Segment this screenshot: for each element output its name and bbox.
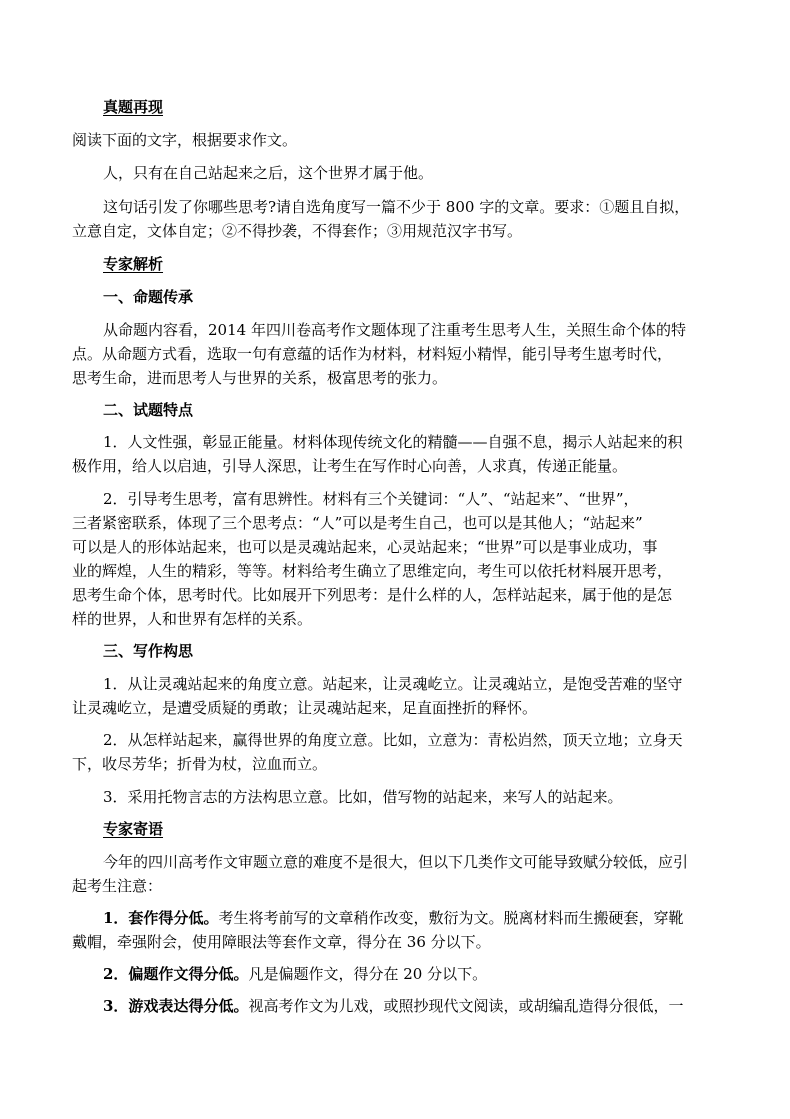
requirement-line-2: 立意自定，文体自定；②不得抄袭，不得套作；③用规范汉字书写。 xyxy=(72,222,523,240)
paragraph-line: 思考生命，进而思考人与世界的关系，极富思考的张力。 xyxy=(72,369,448,387)
paragraph-line: 1．从让灵魂站起来的角度立意。站起来，让灵魂屹立。让灵魂站立，是饱受苦难的坚守 xyxy=(103,675,683,693)
paragraph-line: 2．引导考生思考，富有思辨性。材料有三个关键词：“人”、“站起来”、“世界”， xyxy=(103,490,639,508)
paragraph-line: 极作用，给人以启迪，引导人深思，让考生在写作时心向善，人求真，传递正能量。 xyxy=(72,457,628,475)
intro-text: 阅读下面的文字，根据要求作文。 xyxy=(72,131,298,149)
list-item-title: 2．偏题作文得分低。 xyxy=(103,965,249,983)
list-item xyxy=(103,963,487,985)
paragraph-line: 点。从命题方式看，选取一句有意蕴的话作为材料，材料短小精悍，能引导考生崽考时代， xyxy=(72,345,673,363)
paragraph-line: 三者紧密联系，体现了三个思考点：“人”可以是考生自己，也可以是其他人；“站起来” xyxy=(72,514,643,532)
list-item-text: 凡是偏题作文，得分在 20 分以下。 xyxy=(248,965,488,983)
paragraph-line: 下，收尽芳华；折骨为杖，泣血而立。 xyxy=(72,755,328,773)
section-title-expert-message: 专家寄语 xyxy=(103,820,164,838)
paragraph-line: 让灵魂屹立，是遭受质疑的勇敢；让灵魂站起来，足直面挫折的释怀。 xyxy=(72,699,538,717)
paragraph-line: 起考生注意： xyxy=(72,877,163,895)
quote-text: 人，只有在自己站起来之后，这个世界才属于他。 xyxy=(103,164,434,182)
paragraph-line: 样的世界，人和世界有怎样的关系。 xyxy=(72,610,313,628)
paragraph-line: 戴帽，牵强附会，使用障眼法等套作文章，得分在 36 分以下。 xyxy=(72,933,491,951)
paragraph-line: 3．采用托物言志的方法构思立意。比如，借写物的站起来，来写人的站起来。 xyxy=(103,788,623,806)
heading-proposition: 一、命题传承 xyxy=(103,288,194,306)
list-item-title: 1．套作得分低。 xyxy=(103,909,219,927)
list-item-title: 3．游戏表达得分低。 xyxy=(103,997,249,1015)
list-item xyxy=(103,907,683,929)
paragraph-line: 思考生命个体，思考时代。比如展开下列思考：是什么样的人，怎样站起来，属于他的是怎 xyxy=(72,586,673,604)
paragraph-line: 业的辉煌，人生的精彩，等等。材料给考生确立了思维定向，考生可以依托材料展开思考， xyxy=(72,562,673,580)
section-title-real-question: 真题再现 xyxy=(103,98,164,116)
list-item xyxy=(103,995,683,1017)
heading-features: 二、试题特点 xyxy=(103,401,194,419)
paragraph-line: 1．人文性强，彰显正能量。材料体现传统文化的精髓——自强不息，揭示人站起来的积 xyxy=(103,433,683,451)
paragraph-line: 2．从怎样站起来，赢得世界的角度立意。比如，立意为：青松岿然，顶天立地；立身天 xyxy=(103,731,683,749)
paragraph-line: 从命题内容看，2014 年四川卷高考作文题体现了注重考生思考人生，关照生命个体的特 xyxy=(103,321,686,339)
paragraph-line: 今年的四川高考作文审题立意的难度不是很大，但以下几类作文可能导致赋分较低，应引 xyxy=(103,853,689,871)
heading-writing-ideas: 三、写作构思 xyxy=(103,642,194,660)
list-item-text: 考生将考前写的文章稍作改变，敷衍为文。脱离材料而生搬硬套，穿靴 xyxy=(218,909,684,927)
section-title-expert-analysis: 专家解析 xyxy=(103,255,164,273)
paragraph-line: 可以是人的形体站起来，也可以是灵魂站起来，心灵站起来；“世界”可以是事业成功，事 xyxy=(72,538,658,556)
list-item-text: 视高考作文为儿戏，或照抄现代文阅读，或胡编乱造得分很低，一 xyxy=(248,997,684,1015)
requirement-line-1: 这句话引发了你哪些思考?请自选角度写一篇不少于 800 字的文章。要求：①题且自拟， xyxy=(103,198,690,216)
